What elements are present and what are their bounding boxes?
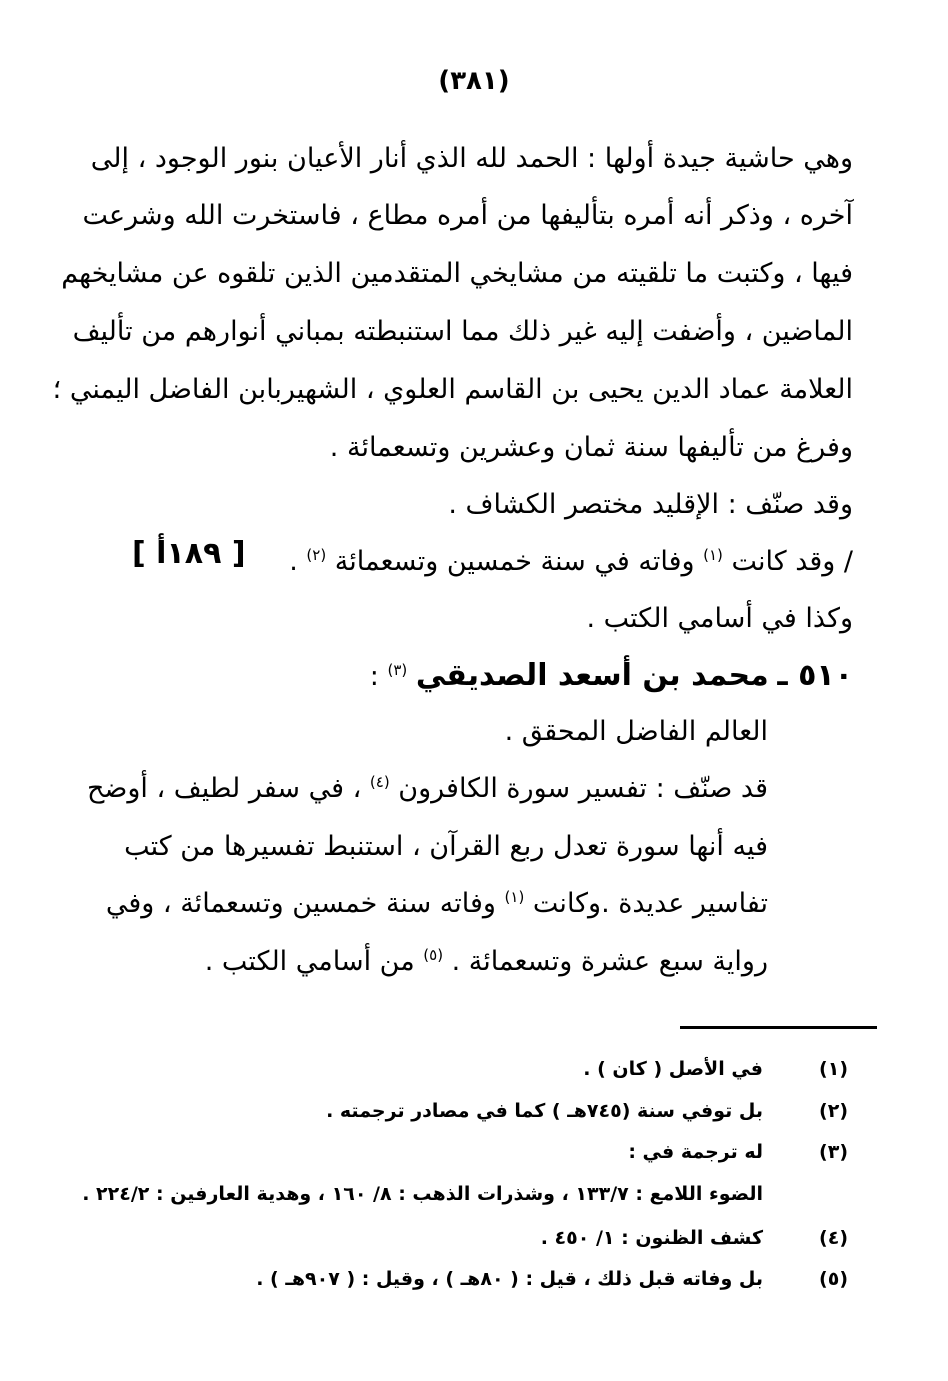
paragraph-line: العلامة عماد الدين يحيى بن القاسم العلوي ، الشهيربابن الفاضل اليمني ؛ — [52, 374, 853, 405]
footnote-separator — [680, 1026, 877, 1029]
text-run: قد صنّف : تفسير سورة الكافرون — [398, 773, 768, 804]
footnote-text: في الأصل ( كان ) . — [583, 1058, 763, 1080]
page-number: (٣٨١) — [438, 66, 510, 96]
footnote-ref: (١) — [703, 546, 723, 564]
footnote-number: (٤) — [819, 1227, 848, 1249]
footnote-number: (٢) — [819, 1100, 848, 1122]
text-run: رواية سبع عشرة وتسعمائة . — [451, 946, 768, 977]
footnote-ref: (٤) — [369, 773, 390, 791]
paragraph-line: فيها ، وكتبت ما تلقيته من مشايخي المتقدمين الذين تلقوه عن مشايخهم — [61, 258, 853, 289]
footnote-ref: (٥) — [423, 946, 444, 964]
paragraph-line: وقد صنّف : الإقليد مختصر الكشاف . — [448, 489, 853, 520]
footnote-text: بل وفاته قبل ذلك ، قيل : ( ٨٠هـ ) ، وقيل : ( ٩٠٧هـ ) . — [256, 1268, 763, 1290]
footnote-ref: (١) — [504, 888, 525, 906]
paragraph-line: وكذا في أسامي الكتب . — [586, 603, 853, 634]
paragraph-line: فيه أنها سورة تعدل ربع القرآن ، استنبط تفسيرها من كتب — [124, 831, 768, 862]
footnote-text: بل توفي سنة (٧٤٥هـ ) كما في مصادر ترجمته . — [326, 1100, 763, 1122]
footnote-ref: (٢) — [306, 546, 327, 564]
text-run: من أسامي الكتب . — [204, 946, 415, 977]
entry-number: ٥١٠ ـ — [777, 658, 853, 693]
paragraph-line: وهي حاشية جيدة أولها : الحمد لله الذي أنار الأعيان بنور الوجود ، إلى — [90, 143, 853, 174]
paragraph-line: الماضين ، وأضفت إليه غير ذلك مما استنبطته بمباني أنوارهم من تأليف — [72, 316, 853, 347]
footnote-text: الضوء اللامع : ١٣٣/٧ ، وشذرات الذهب : ٨/ ١٦٠ ، وهدية العارفين : ٢٢٤/٢ . — [82, 1183, 763, 1205]
entry-heading — [113, 658, 853, 693]
paragraph-line — [87, 773, 768, 804]
paragraph-line: وفرغ من تأليفها سنة ثمان وعشرين وتسعمائة . — [329, 432, 853, 463]
paragraph-line — [105, 888, 768, 919]
footnote-number: (٥) — [819, 1268, 848, 1290]
paragraph-line: آخره ، وذكر أنه أمره بتأليفها من أمره مطاع ، فاستخرت الله وشرعت — [82, 200, 853, 231]
paragraph-line: العالم الفاضل المحقق . — [504, 716, 768, 747]
paragraph-line — [128, 946, 768, 977]
manuscript-folio-ref: [ ١٨٩أ ] — [132, 536, 246, 571]
footnote-ref: (٣) — [387, 661, 408, 679]
text-run: وفاته سنة خمسين وتسعمائة ، وفي — [105, 888, 496, 919]
footnote-number: (١) — [819, 1058, 848, 1080]
footnote-text: كشف الظنون : ١/ ٤٥٠ . — [540, 1227, 763, 1249]
text-run: / وقد كانت — [731, 546, 853, 577]
footnote-number: (٣) — [819, 1141, 848, 1163]
text-run: تفاسير عديدة .وكانت — [532, 888, 768, 919]
text-run: ، في سفر لطيف ، أوضح — [87, 773, 362, 804]
text-run: : — [369, 661, 379, 692]
entry-name: محمد بن أسعد الصديقي — [415, 658, 769, 693]
footnote-text: له ترجمة في : — [628, 1141, 763, 1163]
text-run: . — [289, 546, 298, 577]
text-run: وفاته في سنة خمسين وتسعمائة — [334, 546, 695, 577]
